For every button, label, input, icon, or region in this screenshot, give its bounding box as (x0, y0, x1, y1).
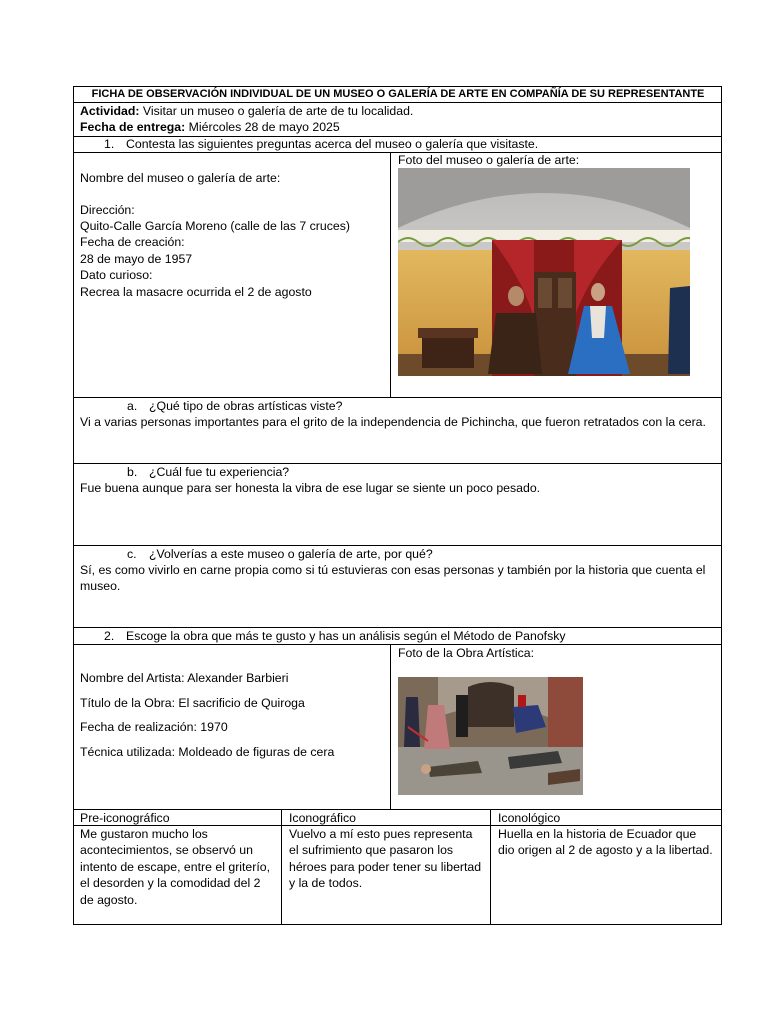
section-2-heading: Escoge la obra que más te gusto y has un análisis según el Método de Panofsky (126, 629, 566, 643)
question-b-text: ¿Cuál fue tu experiencia? (149, 465, 290, 479)
section-2-number: 2. (104, 629, 115, 643)
creation-date-value: 28 de mayo de 1957 (80, 252, 193, 266)
work-title: Título de la Obra: El sacrificio de Quiroga (80, 696, 305, 710)
question-c-answer: Sí, es como vivirlo en carne propia como si tú estuvieras con esas personas y también por la historia que cuenta el museo. (80, 563, 706, 594)
cell-iconological: Huella en la historia de Ecuador que dio origen al 2 de agosto y a la libertad. (498, 827, 713, 858)
creation-date-label: Fecha de creación: (80, 235, 185, 249)
table-border-right (721, 86, 722, 925)
header-pre-iconographic: Pre-iconográfico (80, 811, 170, 825)
col-divider (390, 152, 391, 397)
table-border-left (73, 86, 74, 925)
due-date-value: Miércoles 28 de mayo 2025 (185, 120, 340, 134)
cell-pre-iconographic: Me gustaron mucho los acontecimientos, se observó un intento de escape, entre el griterío, el desorden y la comodidad del 2 de agosto. (80, 827, 271, 907)
museum-photo (398, 168, 690, 376)
row-divider (73, 809, 722, 810)
artwork-photo (398, 677, 583, 795)
col-divider (281, 809, 282, 924)
due-date-line (80, 119, 340, 135)
question-b-answer: Fue buena aunque para ser honesta la vibra de ese lugar se siente un poco pesado. (80, 481, 541, 495)
due-date-label: Fecha de entrega: (80, 120, 186, 134)
col-divider (490, 809, 491, 924)
section-1-number: 1. (104, 137, 115, 151)
question-a-letter: a. (127, 399, 138, 413)
question-c-letter: c. (127, 547, 137, 561)
work-date: Fecha de realización: 1970 (80, 720, 228, 734)
work-technique: Técnica utilizada: Moldeado de figuras de cera (80, 745, 335, 759)
address-label: Dirección: (80, 203, 135, 217)
header-iconological: Iconológico (498, 811, 561, 825)
page-title: FICHA DE OBSERVACIÓN INDIVIDUAL DE UN MUSEO O GALERÍA DE ARTE EN COMPAÑÍA DE SU REPRESENTANTE (91, 88, 705, 100)
cell-iconographic: Vuelvo a mí esto pues representa el sufrimiento que pasaron los héroes para poder tener su libertad y la de todos. (289, 827, 482, 891)
activity-label: Actividad: (80, 104, 140, 118)
activity-line (80, 103, 413, 119)
section-1-heading: Contesta las siguientes preguntas acerca del museo o galería que visitaste. (126, 137, 539, 151)
table-border-bottom (73, 924, 722, 925)
header-iconographic: Iconográfico (289, 811, 356, 825)
question-a-answer: Vi a varias personas importantes para el grito de la independencia de Pichincha, que fueron retratados con la cera. (80, 415, 706, 429)
question-c-text: ¿Volverías a este museo o galería de arte, por qué? (149, 547, 433, 561)
col-divider (390, 644, 391, 809)
curious-fact-label: Dato curioso: (80, 268, 153, 282)
museum-photo-label: Foto del museo o galería de arte: (398, 153, 580, 167)
question-b-letter: b. (127, 465, 138, 479)
artist-name: Nombre del Artista: Alexander Barbieri (80, 671, 289, 685)
museum-name-label: Nombre del museo o galería de arte: (80, 171, 281, 185)
artwork-photo-label: Foto de la Obra Artística: (398, 646, 535, 660)
question-a-text: ¿Qué tipo de obras artísticas viste? (149, 399, 343, 413)
activity-value: Visitar un museo o galería de arte de tu localidad. (139, 104, 414, 118)
curious-fact-value: Recrea la masacre ocurrida el 2 de agosto (80, 285, 312, 299)
address-value: Quito-Calle García Moreno (calle de las 7 cruces) (80, 219, 350, 233)
